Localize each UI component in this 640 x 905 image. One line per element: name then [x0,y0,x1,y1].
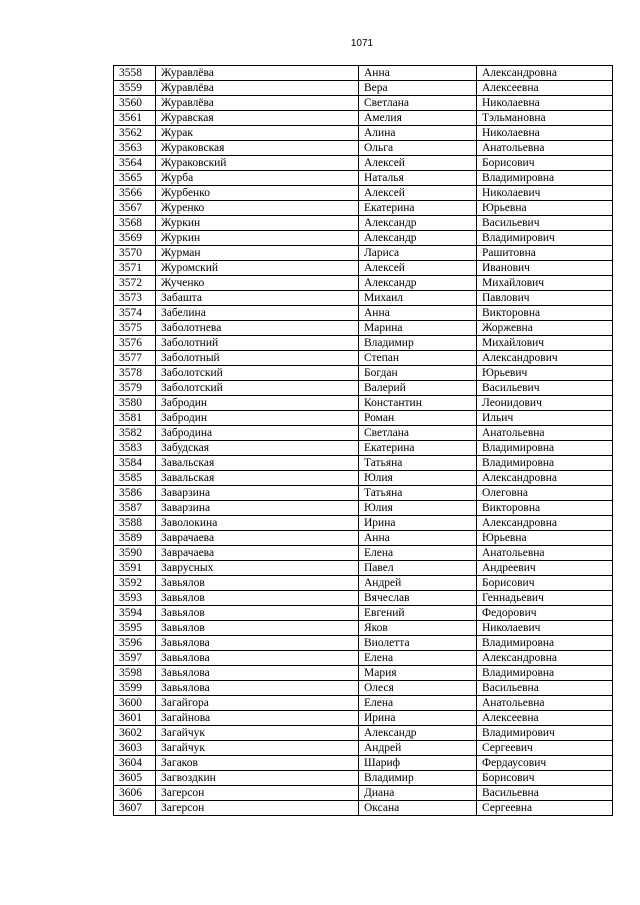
patronymic-cell: Александровна [477,516,613,531]
table-row [114,786,613,801]
first-name-cell: Лариса [359,246,477,261]
last-name-cell: Журавлёва [156,66,359,81]
table-row [114,711,613,726]
first-name-cell: Владимир [359,336,477,351]
first-name-cell: Екатерина [359,201,477,216]
last-name-cell: Забелина [156,306,359,321]
first-name-cell: Вера [359,81,477,96]
first-name-cell: Марина [359,321,477,336]
last-name-cell: Загаков [156,756,359,771]
last-name-cell: Заварзина [156,501,359,516]
row-number-cell: 3605 [114,771,156,786]
patronymic-cell: Борисович [477,576,613,591]
table-row [114,306,613,321]
first-name-cell: Евгений [359,606,477,621]
last-name-cell: Загерсон [156,786,359,801]
table-row [114,531,613,546]
row-number-cell: 3573 [114,291,156,306]
table-row [114,171,613,186]
table-row [114,621,613,636]
table-row [114,336,613,351]
table-row [114,441,613,456]
row-number-cell: 3578 [114,366,156,381]
row-number-cell: 3585 [114,471,156,486]
last-name-cell: Забродин [156,396,359,411]
table-row [114,801,613,816]
table-row [114,516,613,531]
row-number-cell: 3570 [114,246,156,261]
last-name-cell: Загайчук [156,741,359,756]
row-number-cell: 3606 [114,786,156,801]
patronymic-cell: Николаевна [477,96,613,111]
patronymic-cell: Владимировна [477,456,613,471]
row-number-cell: 3571 [114,261,156,276]
first-name-cell: Андрей [359,741,477,756]
patronymic-cell: Васильевна [477,681,613,696]
row-number-cell: 3587 [114,501,156,516]
first-name-cell: Ирина [359,711,477,726]
last-name-cell: Журавлёва [156,96,359,111]
row-number-cell: 3595 [114,621,156,636]
row-number-cell: 3569 [114,231,156,246]
row-number-cell: 3574 [114,306,156,321]
row-number-cell: 3590 [114,546,156,561]
table-row [114,636,613,651]
patronymic-cell: Алексеевна [477,81,613,96]
patronymic-cell: Алексеевна [477,711,613,726]
table-row [114,696,613,711]
first-name-cell: Алексей [359,186,477,201]
patronymic-cell: Федорович [477,606,613,621]
table-row [114,216,613,231]
last-name-cell: Журбенко [156,186,359,201]
row-number-cell: 3593 [114,591,156,606]
last-name-cell: Журкин [156,216,359,231]
row-number-cell: 3561 [114,111,156,126]
row-number-cell: 3588 [114,516,156,531]
last-name-cell: Заварзина [156,486,359,501]
table-row [114,231,613,246]
patronymic-cell: Михайлович [477,276,613,291]
last-name-cell: Журавлёва [156,81,359,96]
row-number-cell: 3602 [114,726,156,741]
names-table [113,65,613,816]
last-name-cell: Забродин [156,411,359,426]
patronymic-cell: Сергеевна [477,801,613,816]
row-number-cell: 3564 [114,156,156,171]
patronymic-cell: Владимирович [477,726,613,741]
row-number-cell: 3576 [114,336,156,351]
patronymic-cell: Юрьевна [477,531,613,546]
table-row [114,81,613,96]
patronymic-cell: Васильевич [477,216,613,231]
table-row [114,651,613,666]
patronymic-cell: Ильич [477,411,613,426]
row-number-cell: 3604 [114,756,156,771]
last-name-cell: Завьялова [156,666,359,681]
table-row [114,366,613,381]
last-name-cell: Завальская [156,456,359,471]
patronymic-cell: Васильевна [477,786,613,801]
table-row [114,141,613,156]
first-name-cell: Юлия [359,501,477,516]
last-name-cell: Заболотнева [156,321,359,336]
row-number-cell: 3563 [114,141,156,156]
first-name-cell: Ирина [359,516,477,531]
patronymic-cell: Анатольевна [477,546,613,561]
first-name-cell: Анна [359,306,477,321]
first-name-cell: Андрей [359,576,477,591]
last-name-cell: Забродина [156,426,359,441]
first-name-cell: Анна [359,66,477,81]
last-name-cell: Завьялова [156,636,359,651]
table-row [114,111,613,126]
first-name-cell: Вячеслав [359,591,477,606]
row-number-cell: 3577 [114,351,156,366]
last-name-cell: Завьялова [156,651,359,666]
row-number-cell: 3586 [114,486,156,501]
patronymic-cell: Геннадьевич [477,591,613,606]
first-name-cell: Степан [359,351,477,366]
row-number-cell: 3584 [114,456,156,471]
patronymic-cell: Михайлович [477,336,613,351]
first-name-cell: Светлана [359,96,477,111]
table-row [114,501,613,516]
patronymic-cell: Леонидович [477,396,613,411]
last-name-cell: Заболотский [156,366,359,381]
first-name-cell: Елена [359,546,477,561]
row-number-cell: 3601 [114,711,156,726]
row-number-cell: 3603 [114,741,156,756]
table-row [114,381,613,396]
last-name-cell: Загайчук [156,726,359,741]
table-row [114,186,613,201]
last-name-cell: Журенко [156,201,359,216]
table-row [114,201,613,216]
table-row [114,156,613,171]
last-name-cell: Заврачаева [156,531,359,546]
last-name-cell: Заврачаева [156,546,359,561]
row-number-cell: 3566 [114,186,156,201]
row-number-cell: 3582 [114,426,156,441]
table-row [114,726,613,741]
patronymic-cell: Тэльмановна [477,111,613,126]
last-name-cell: Жураковская [156,141,359,156]
first-name-cell: Амелия [359,111,477,126]
first-name-cell: Диана [359,786,477,801]
row-number-cell: 3558 [114,66,156,81]
last-name-cell: Жученко [156,276,359,291]
last-name-cell: Журба [156,171,359,186]
table-row [114,681,613,696]
patronymic-cell: Викторовна [477,501,613,516]
last-name-cell: Завьялов [156,591,359,606]
row-number-cell: 3565 [114,171,156,186]
row-number-cell: 3581 [114,411,156,426]
table-row [114,561,613,576]
row-number-cell: 3607 [114,801,156,816]
table-row [114,321,613,336]
patronymic-cell: Анатольевна [477,696,613,711]
table-row [114,246,613,261]
last-name-cell: Завьялов [156,576,359,591]
row-number-cell: 3599 [114,681,156,696]
last-name-cell: Журман [156,246,359,261]
last-name-cell: Забашта [156,291,359,306]
table-row [114,456,613,471]
row-number-cell: 3596 [114,636,156,651]
patronymic-cell: Владимировна [477,666,613,681]
last-name-cell: Завьялова [156,681,359,696]
first-name-cell: Александр [359,216,477,231]
last-name-cell: Заболотний [156,336,359,351]
table-row [114,396,613,411]
first-name-cell: Елена [359,696,477,711]
last-name-cell: Завруcных [156,561,359,576]
last-name-cell: Жураковский [156,156,359,171]
table-row [114,606,613,621]
first-name-cell: Алексей [359,156,477,171]
patronymic-cell: Николаевич [477,186,613,201]
patronymic-cell: Фердаусович [477,756,613,771]
first-name-cell: Яков [359,621,477,636]
patronymic-cell: Александрович [477,351,613,366]
last-name-cell: Заволокина [156,516,359,531]
first-name-cell: Алексей [359,261,477,276]
row-number-cell: 3598 [114,666,156,681]
first-name-cell: Богдан [359,366,477,381]
first-name-cell: Олеся [359,681,477,696]
table-body [114,66,613,816]
row-number-cell: 3562 [114,126,156,141]
first-name-cell: Константин [359,396,477,411]
last-name-cell: Журак [156,126,359,141]
row-number-cell: 3597 [114,651,156,666]
patronymic-cell: Владимирович [477,231,613,246]
first-name-cell: Наталья [359,171,477,186]
last-name-cell: Завьялов [156,621,359,636]
patronymic-cell: Юрьевна [477,201,613,216]
table-row [114,591,613,606]
patronymic-cell: Павлович [477,291,613,306]
table-row [114,411,613,426]
patronymic-cell: Олеговна [477,486,613,501]
patronymic-cell: Владимировна [477,171,613,186]
last-name-cell: Забудская [156,441,359,456]
row-number-cell: 3560 [114,96,156,111]
first-name-cell: Александр [359,726,477,741]
first-name-cell: Михаил [359,291,477,306]
page-number: 1071 [350,38,374,49]
table-row [114,576,613,591]
row-number-cell: 3568 [114,216,156,231]
patronymic-cell: Владимировна [477,441,613,456]
patronymic-cell: Жоржевна [477,321,613,336]
table-row [114,486,613,501]
row-number-cell: 3575 [114,321,156,336]
first-name-cell: Татьяна [359,486,477,501]
patronymic-cell: Юрьевич [477,366,613,381]
first-name-cell: Елена [359,651,477,666]
first-name-cell: Екатерина [359,441,477,456]
row-number-cell: 3572 [114,276,156,291]
patronymic-cell: Владимировна [477,636,613,651]
first-name-cell: Анна [359,531,477,546]
row-number-cell: 3580 [114,396,156,411]
table-row [114,66,613,81]
first-name-cell: Шариф [359,756,477,771]
table-row [114,351,613,366]
first-name-cell: Татьяна [359,456,477,471]
patronymic-cell: Сергеевич [477,741,613,756]
last-name-cell: Журавская [156,111,359,126]
table-row [114,291,613,306]
patronymic-cell: Борисович [477,771,613,786]
last-name-cell: Журомский [156,261,359,276]
table-row [114,546,613,561]
patronymic-cell: Александровна [477,471,613,486]
first-name-cell: Валерий [359,381,477,396]
row-number-cell: 3559 [114,81,156,96]
table-row [114,741,613,756]
last-name-cell: Загерсон [156,801,359,816]
patronymic-cell: Иванович [477,261,613,276]
patronymic-cell: Васильевич [477,381,613,396]
table-row [114,96,613,111]
first-name-cell: Юлия [359,471,477,486]
row-number-cell: 3594 [114,606,156,621]
row-number-cell: 3592 [114,576,156,591]
first-name-cell: Александр [359,276,477,291]
first-name-cell: Оксана [359,801,477,816]
table-row [114,276,613,291]
patronymic-cell: Андреевич [477,561,613,576]
table-row [114,771,613,786]
first-name-cell: Александр [359,231,477,246]
first-name-cell: Мария [359,666,477,681]
first-name-cell: Виолетта [359,636,477,651]
patronymic-cell: Александровна [477,651,613,666]
patronymic-cell: Анатольевна [477,426,613,441]
patronymic-cell: Анатольевна [477,141,613,156]
last-name-cell: Загвоздкин [156,771,359,786]
first-name-cell: Павел [359,561,477,576]
patronymic-cell: Николаевна [477,126,613,141]
table-row [114,471,613,486]
row-number-cell: 3589 [114,531,156,546]
patronymic-cell: Рашитовна [477,246,613,261]
patronymic-cell: Борисович [477,156,613,171]
row-number-cell: 3579 [114,381,156,396]
last-name-cell: Загайгора [156,696,359,711]
row-number-cell: 3583 [114,441,156,456]
last-name-cell: Завальская [156,471,359,486]
patronymic-cell: Викторовна [477,306,613,321]
table-row [114,426,613,441]
first-name-cell: Ольга [359,141,477,156]
last-name-cell: Журкин [156,231,359,246]
first-name-cell: Алина [359,126,477,141]
first-name-cell: Роман [359,411,477,426]
first-name-cell: Светлана [359,426,477,441]
last-name-cell: Заболотский [156,381,359,396]
table-row [114,126,613,141]
table-row [114,261,613,276]
patronymic-cell: Александровна [477,66,613,81]
table-row [114,666,613,681]
last-name-cell: Завьялов [156,606,359,621]
patronymic-cell: Николаевич [477,621,613,636]
last-name-cell: Загайнова [156,711,359,726]
first-name-cell: Владимир [359,771,477,786]
table-row [114,756,613,771]
row-number-cell: 3591 [114,561,156,576]
row-number-cell: 3600 [114,696,156,711]
row-number-cell: 3567 [114,201,156,216]
last-name-cell: Заболотный [156,351,359,366]
